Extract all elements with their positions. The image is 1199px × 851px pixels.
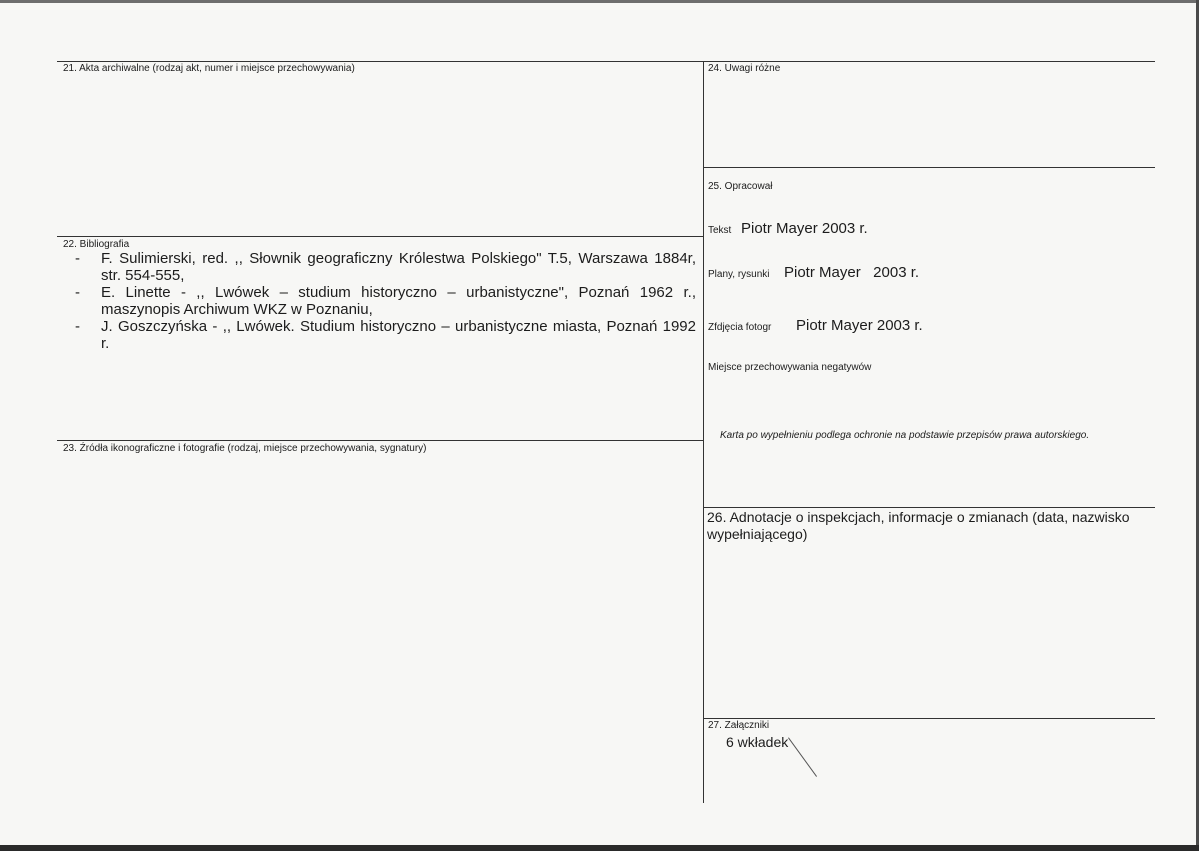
field-24-label: 24. Uwagi różne — [708, 63, 781, 74]
field-23-label: 23. Źródła ikonograficzne i fotografie (rodzaj, miejsce przechowywania, sygnatury) — [63, 443, 427, 454]
rule-field-25 — [703, 167, 1155, 168]
photos-author-label: Zfdjęcia fotogr — [708, 322, 772, 333]
field-27-label: 27. Załączniki — [708, 720, 770, 731]
bibliography-entry-text: F. Sulimierski, red. ,, Słownik geograficzny Królestwa Polskiego" T.5, Warszawa 1884r, str. 554-555, — [101, 250, 696, 284]
negatives-location-label: Miejsce przechowywania negatywów — [708, 362, 872, 373]
handwritten-stroke — [788, 737, 817, 776]
scan-edge-top — [0, 0, 1199, 3]
field-21-label: 21. Akta archiwalne (rodzaj akt, numer i miejsce przechowywania) — [63, 63, 355, 74]
photos-author-value: Piotr Mayer 2003 r. — [796, 317, 923, 334]
attachments-value: 6 wkładek — [726, 734, 789, 750]
bibliography-entry — [75, 250, 696, 284]
plans-author-label: Plany, rysunki — [708, 269, 770, 280]
bibliography-entry-text: E. Linette - ,, Lwówek – studium historyczno – urbanistyczne", Poznań 1962 r., maszynopis Archiwum WKZ w Poznaniu, — [101, 284, 696, 318]
top-rule — [57, 61, 1155, 62]
scan-edge-bottom — [0, 845, 1199, 851]
text-author-value: Piotr Mayer 2003 r. — [741, 220, 868, 237]
column-divider — [703, 61, 704, 803]
text-author-label: Tekst — [708, 225, 732, 236]
bibliography-entry-text: J. Goszczyńska - ,, Lwówek. Studium historyczno – urbanistyczne miasta, Poznań 1992 r. — [101, 318, 696, 352]
copyright-note: Karta po wypełnieniu podlega ochronie na podstawie przepisów prawa autorskiego. — [720, 430, 1090, 441]
list-dash: - — [75, 318, 80, 335]
rule-field-23 — [57, 440, 703, 441]
field-25-label: 25. Opracował — [708, 181, 773, 192]
bibliography-entry — [75, 318, 696, 352]
list-dash: - — [75, 284, 80, 301]
rule-field-27 — [703, 718, 1155, 719]
plans-author-value: Piotr Mayer 2003 r. — [784, 264, 920, 281]
field-26-label: 26. Adnotacje o inspekcjach, informacje o zmianach (data, nazwisko wypełniającego) — [707, 509, 1130, 542]
field-22-label: 22. Bibliografia — [63, 239, 130, 250]
bibliography-entry — [75, 284, 696, 318]
bibliography-list — [75, 250, 696, 352]
list-dash: - — [75, 250, 80, 267]
rule-field-26 — [703, 507, 1155, 508]
rule-field-22 — [57, 236, 703, 237]
